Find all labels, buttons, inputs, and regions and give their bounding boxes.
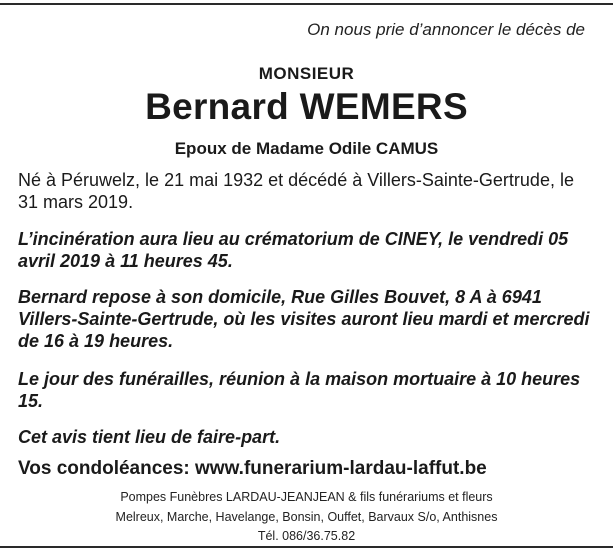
bottom-rule bbox=[0, 546, 613, 548]
condolences-link[interactable]: Vos condoléances: www.funerarium-lardau-laffut.be bbox=[18, 458, 487, 479]
top-rule bbox=[0, 3, 613, 5]
funeral-meeting-paragraph: Le jour des funérailles, réunion à la maison mortuaire à 10 heures 15. bbox=[18, 369, 581, 411]
spouse-line: Epoux de Madame Odile CAMUS bbox=[174, 139, 439, 158]
faire-part-paragraph: Cet avis tient lieu de faire-part. bbox=[18, 427, 281, 447]
cremation-paragraph: L’incinération aura lieu au crématorium de CINEY, le vendredi 05 avril 2019 à 11 heures 45. bbox=[18, 229, 569, 271]
intro-line: On nous prie d’annoncer le décès de bbox=[307, 20, 585, 39]
footer-phone: Tél. 086/36.75.82 bbox=[257, 529, 356, 543]
footer-locations: Melreux, Marche, Havelange, Bonsin, Ouffet, Barvaux S/o, Anthisnes bbox=[115, 510, 498, 524]
visitation-paragraph: Bernard repose à son domicile, Rue Gilles Bouvet, 8 A à 6941 Villers-Sainte-Gertrude, où les visites auront lieu mardi et mercredi de 16 à 19 heures. bbox=[18, 287, 590, 351]
birth-death-paragraph: Né à Péruwelz, le 21 mai 1932 et décédé à Villers-Sainte-Gertrude, le 31 mars 2019. bbox=[18, 170, 574, 212]
footer-company: Pompes Funèbres LARDAU-JEANJEAN & fils funérariums et fleurs bbox=[120, 490, 493, 504]
deceased-name: Bernard WEMERS bbox=[145, 86, 468, 127]
honorific: MONSIEUR bbox=[258, 64, 355, 83]
